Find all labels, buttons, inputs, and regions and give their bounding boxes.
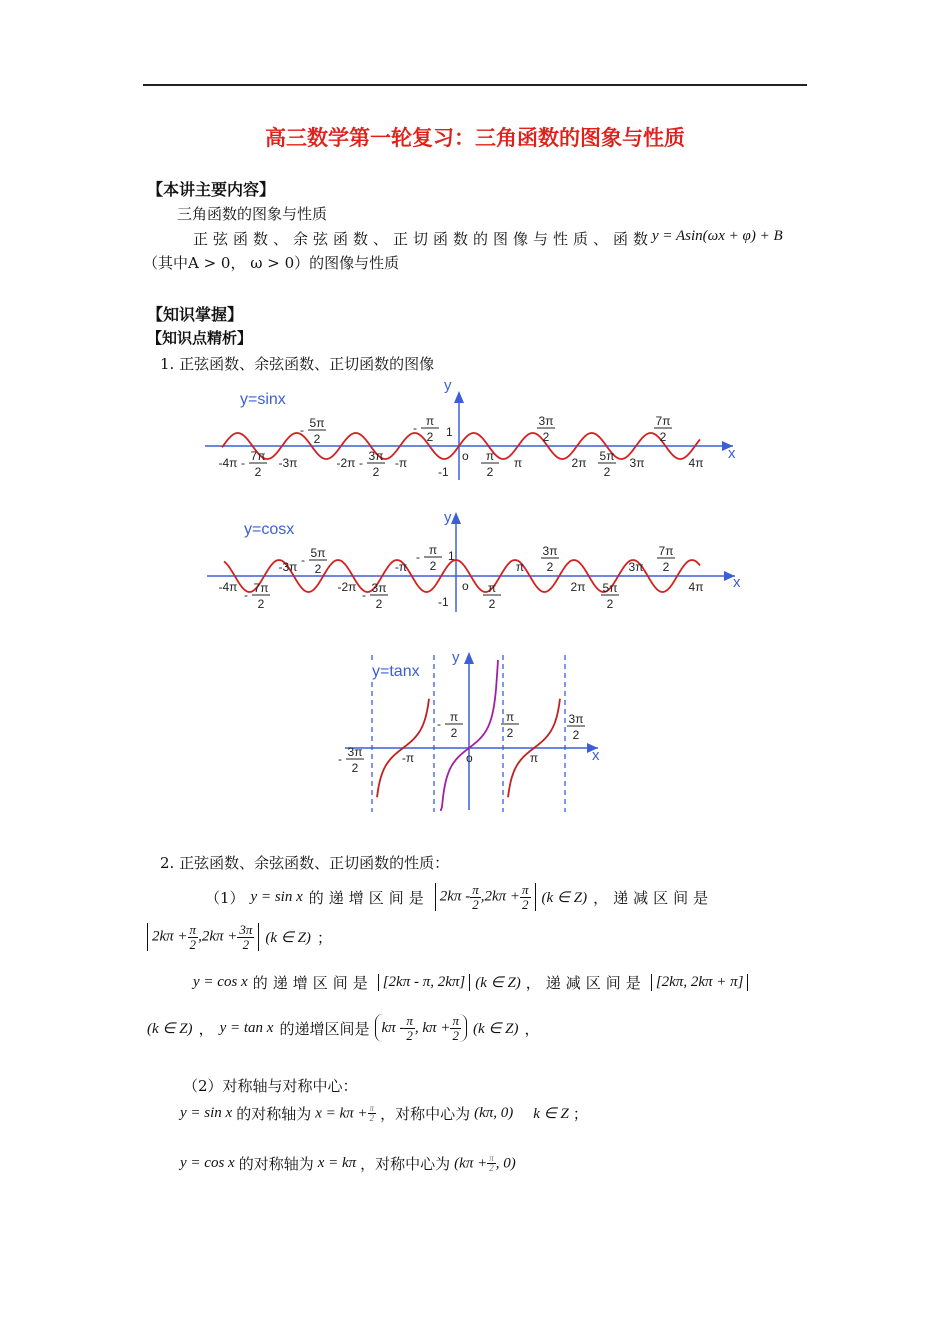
increasing-text: 的递增区间是 (252, 974, 373, 992)
y-axis-label: y (452, 649, 460, 666)
center-text: ，对称中心为 (380, 1105, 471, 1123)
item-properties-heading: 2. 正弦函数、余弦函数、正切函数的性质： (160, 854, 450, 872)
origin-label: o (462, 579, 469, 593)
cosine-fraction-tick-numerator: 5π (602, 581, 618, 595)
cosine-label: y=cosx (244, 521, 295, 538)
cosine-fraction-tick (416, 543, 442, 573)
main-content-line: 三角函数的图象与性质 (177, 205, 328, 223)
tan-monotonic-line (147, 1014, 540, 1042)
comma: ， (198, 1019, 214, 1038)
cosine-fraction-tick-denominator: 2 (662, 560, 670, 574)
main-content-description: 正弦函数、余弦函数、正切函数的图像与性质、函数 (193, 230, 654, 248)
tangent-graph (338, 649, 600, 812)
cosine-fraction-tick (657, 544, 675, 574)
sine-tick: 3π (629, 456, 645, 470)
cosine-fraction-tick (483, 581, 501, 611)
sin-function: y = sin x (250, 888, 303, 905)
x-axis-label: x (733, 574, 741, 591)
cosine-fraction-tick (244, 581, 270, 611)
page-title: 高三数学第一轮复习：三角函数的图象与性质 (265, 125, 685, 150)
sine-tick: -π (394, 456, 408, 470)
k-in-z: (k ∈ Z) (265, 929, 311, 946)
subheading-knowledge-analysis: 【知识点精析】 (147, 329, 253, 347)
k-in-z: (k ∈ Z) (472, 1020, 519, 1037)
sine-fraction-tick-numerator: π (425, 414, 435, 428)
tangent-fraction-tick-denominator: 2 (572, 728, 580, 742)
general-sine-formula: y = Asin(ωx + φ) + B (652, 228, 783, 244)
y-axis-label: y (444, 377, 452, 394)
k-in-z: k ∈ Z (533, 1106, 569, 1122)
section-heading-knowledge: 【知识掌握】 (147, 305, 244, 324)
sine-fraction-tick-numerator: 5π (599, 449, 615, 463)
tangent-label: y=tanx (372, 663, 420, 680)
sin-decreasing-line (147, 923, 332, 951)
sine-fraction-tick-denominator: 2 (603, 465, 611, 479)
sine-fraction-tick-minus: - (241, 456, 245, 470)
sin-symmetry-center: (kπ, 0) (474, 1105, 514, 1121)
sine-fraction-tick-numerator: π (485, 449, 495, 463)
tangent-fraction-tick-minus: - (437, 717, 441, 731)
cosine-tick: 3π (628, 560, 644, 574)
cosine-tick: -4π (218, 580, 238, 594)
cosine-graph (207, 509, 741, 612)
cosine-fraction-tick-denominator: 2 (429, 559, 437, 573)
cosine-fraction-tick (541, 544, 559, 574)
tan-increasing-interval: kπ - $\frac{\pi}{2}$ , kπ + $\frac{\pi}{2}$ (375, 1014, 467, 1042)
k-in-z: (k ∈ Z) (147, 1020, 193, 1037)
sine-tick: -3π (278, 456, 298, 470)
sine-fraction-tick (598, 449, 616, 479)
cosine-tick: -π (394, 560, 408, 574)
increasing-text: 的递增区间是 (279, 1019, 370, 1038)
cosine-fraction-tick-numerator: 3π (371, 581, 387, 595)
cosine-tick: -3π (278, 560, 298, 574)
cosine-fraction-tick-denominator: 2 (488, 597, 496, 611)
sin-symmetry-axis: x = kπ + $\frac{\pi}{2}$ (315, 1102, 375, 1123)
cosine-fraction-tick (601, 581, 619, 611)
sine-fraction-tick-minus: - (359, 456, 363, 470)
tangent-fraction-tick-denominator: 2 (450, 726, 458, 740)
sine-fraction-tick-denominator: 2 (372, 465, 380, 479)
cosine-fraction-tick-denominator: 2 (314, 562, 322, 576)
axis-text: 的对称轴为 (238, 1155, 314, 1173)
sine-fraction-tick-numerator: 3π (368, 449, 384, 463)
cos-function: y = cos x (193, 974, 248, 990)
sine-fraction-tick-numerator: 3π (538, 414, 554, 428)
one-label: 1 (446, 425, 453, 439)
sine-fraction-tick (537, 414, 555, 444)
item-number: （1） (205, 888, 245, 907)
cos-decreasing-interval: [2kπ, 2kπ + π] (651, 974, 749, 991)
cosine-fraction-tick-minus: - (362, 588, 366, 602)
cosine-fraction-tick-minus: - (301, 553, 305, 567)
cosine-tick: 2π (570, 580, 586, 594)
cosine-fraction-tick-numerator: π (487, 581, 497, 595)
origin-label: o (462, 449, 469, 463)
cosine-fraction-tick-denominator: 2 (257, 597, 265, 611)
sin-increasing-interval: 2kπ - $\frac{\pi}{2}$ ,2kπ + $\frac{\pi}{2}$ (435, 883, 536, 911)
minus-one-label: -1 (438, 595, 449, 609)
sine-tick: 2π (571, 456, 587, 470)
sine-fraction-tick (654, 414, 672, 444)
cos-increasing-interval: [2kπ - π, 2kπ] (378, 974, 471, 991)
tangent-fraction-tick-numerator: 3π (568, 712, 584, 726)
sine-fraction-tick-minus: - (300, 423, 304, 437)
x-axis-label: x (592, 747, 600, 764)
sine-graph (205, 377, 736, 480)
y-axis-label: y (444, 509, 452, 526)
cosine-fraction-tick-denominator: 2 (606, 597, 614, 611)
decreasing-text: ，递减区间是 (593, 888, 714, 907)
decreasing-text: ，递减区间是 (525, 974, 646, 992)
sine-fraction-tick (481, 449, 499, 479)
tangent-fraction-tick-denominator: 2 (506, 726, 514, 740)
sine-fraction-tick (413, 414, 439, 444)
cosine-fraction-tick-numerator: 7π (658, 544, 674, 558)
tangent-fraction-tick (567, 712, 585, 742)
cosine-fraction-tick-denominator: 2 (375, 597, 383, 611)
sine-fraction-tick-minus: - (413, 421, 417, 435)
sine-fraction-tick-denominator: 2 (486, 465, 494, 479)
k-in-z: (k ∈ Z) (541, 889, 588, 906)
tan-function: y = tan x (219, 1019, 274, 1036)
sine-fraction-tick-denominator: 2 (313, 432, 321, 446)
cosine-tick: 4π (688, 580, 704, 594)
center-text: ，对称中心为 (360, 1155, 451, 1173)
sine-fraction-tick-numerator: 7π (655, 414, 671, 428)
cosine-fraction-tick-numerator: 5π (310, 546, 326, 560)
sine-fraction-tick-numerator: 5π (309, 416, 325, 430)
sine-fraction-tick-denominator: 2 (659, 430, 667, 444)
sine-label: y=sinx (240, 391, 286, 408)
sine-fraction-tick-denominator: 2 (254, 465, 262, 479)
cos-symmetry-center: (kπ + $\frac{\pi}{2}$ , 0) (454, 1152, 516, 1173)
cos-monotonic-line (193, 972, 748, 993)
cosine-tick: -2π (337, 580, 357, 594)
cosine-fraction-tick-numerator: 3π (542, 544, 558, 558)
tangent-fraction-tick (437, 710, 463, 740)
item-graphs-heading: 1. 正弦函数、余弦函数、正切函数的图像 (160, 355, 435, 373)
increasing-text: 的递增区间是 (308, 888, 429, 907)
tangent-fraction-tick (338, 745, 364, 775)
cosine-fraction-tick-numerator: π (428, 543, 438, 557)
sine-tick: π (513, 456, 523, 470)
comma: ， (524, 1019, 540, 1038)
x-axis-label: x (728, 445, 736, 462)
tangent-fraction-tick (501, 710, 519, 740)
cos-function: y = cos x (180, 1155, 235, 1171)
sine-tick: 4π (688, 456, 704, 470)
sin-function: y = sin x (180, 1105, 233, 1121)
minus-one-label: -1 (438, 465, 449, 479)
sine-fraction-tick-numerator: 7π (250, 449, 266, 463)
sine-fraction-tick-denominator: 2 (426, 430, 434, 444)
cosine-fraction-tick-minus: - (244, 588, 248, 602)
tangent-fraction-tick-numerator: π (505, 710, 515, 724)
tangent-tick: -π (401, 751, 415, 765)
sine-fraction-tick (300, 416, 326, 446)
one-label: 1 (448, 549, 455, 563)
sine-fraction-tick (359, 449, 385, 479)
tangent-fraction-tick-denominator: 2 (351, 761, 359, 775)
cosine-tick: π (515, 560, 525, 574)
symmetry-heading: （2）对称轴与对称中心： (183, 1077, 358, 1095)
cos-symmetry-line (180, 1153, 516, 1174)
sine-fraction-tick-denominator: 2 (542, 430, 550, 444)
formula-conditions: （其中A > 0， ω > 0）的图像与性质 (143, 254, 400, 272)
cosine-fraction-tick (362, 581, 388, 611)
sin-decreasing-interval: 2kπ + $\frac{\pi}{2}$ ,2kπ + $\frac{3\pi}{2}$ (147, 923, 259, 951)
cosine-fraction-tick-denominator: 2 (546, 560, 554, 574)
cosine-fraction-tick-minus: - (416, 550, 420, 564)
k-in-z: (k ∈ Z) (475, 975, 521, 991)
sine-tick: -4π (218, 456, 238, 470)
sine-fraction-tick (241, 449, 267, 479)
sine-tick: -2π (336, 456, 356, 470)
tangent-tick: π (529, 751, 539, 765)
origin-label: o (466, 751, 473, 765)
sin-symmetry-line (180, 1103, 588, 1124)
cosine-fraction-tick-numerator: 7π (253, 581, 269, 595)
tangent-fraction-tick-numerator: 3π (347, 745, 363, 759)
sin-monotonic-line (205, 883, 713, 911)
cos-symmetry-axis: x = kπ (317, 1155, 357, 1171)
section-heading-main-content: 【本讲主要内容】 (147, 180, 276, 199)
tangent-fraction-tick-minus: - (338, 752, 342, 766)
tangent-fraction-tick-numerator: π (449, 710, 459, 724)
semicolon: ； (316, 928, 332, 947)
cosine-fraction-tick (301, 546, 327, 576)
axis-text: 的对称轴为 (236, 1105, 312, 1123)
semicolon: ； (572, 1105, 588, 1123)
